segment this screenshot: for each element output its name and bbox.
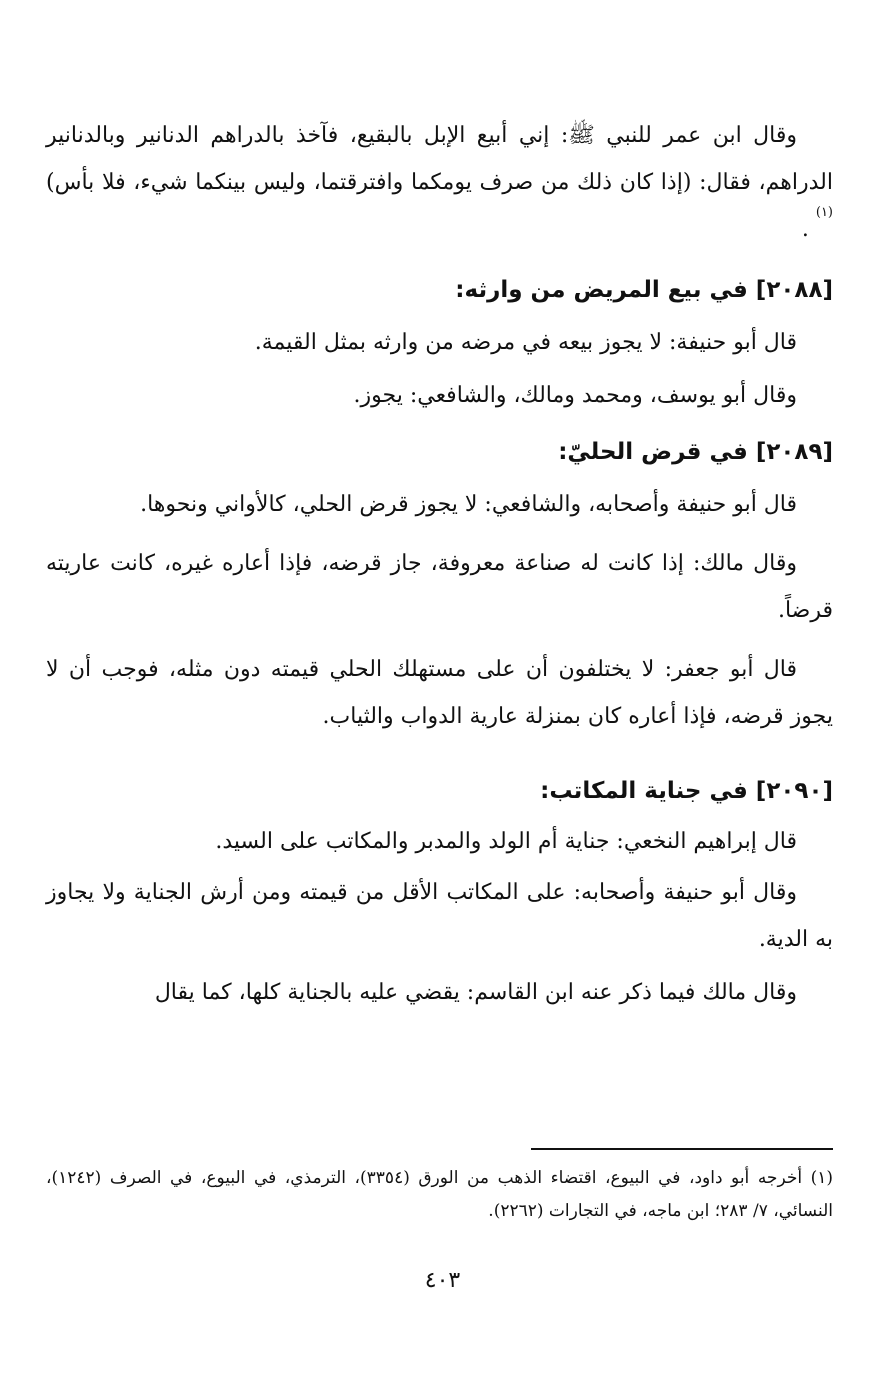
paragraph: قال أبو حنيفة وأصحابه، والشافعي: لا يجوز قرض الحلي، كالأواني ونحوها.	[140, 492, 797, 517]
footnote: (١) أخرجه أبو داود، في البيوع، اقتضاء الذهب من الورق (٣٣٥٤)، الترمذي، في البيوع، في الصرف (١٢٤٢)، النسائي، ٧/ ٢٨٣؛ ابن ماجه، في التجارات (٢٢٦٢).	[46, 1168, 833, 1221]
intro-end: .	[801, 217, 816, 242]
footnote-divider	[531, 1148, 833, 1150]
intro-paragraph	[46, 112, 833, 253]
paragraph: قال أبو حنيفة: لا يجوز بيعه في مرضه من وارثه بمثل القيمة.	[254, 330, 797, 355]
paragraph: وقال أبو حنيفة وأصحابه: على المكاتب الأقل من قيمته ومن أرش الجناية ولا يجاوز به الدية.	[46, 880, 833, 952]
footnote-reference: (١)	[815, 205, 833, 220]
paragraph: قال إبراهيم النخعي: جناية أم الولد والمدبر والمكاتب على السيد.	[215, 829, 797, 854]
paragraph: وقال أبو يوسف، ومحمد ومالك، والشافعي: يجوز.	[353, 383, 797, 408]
paragraph: وقال مالك فيما ذكر عنه ابن القاسم: يقضي عليه بالجناية كلها، كما يقال	[154, 980, 797, 1005]
page-number: ٤٠٣	[424, 1268, 461, 1293]
section-heading-2090: [٢٠٩٠] في جناية المكاتب:	[540, 778, 833, 804]
section-heading-2088: [٢٠٨٨] في بيع المريض من وارثه:	[455, 277, 833, 303]
intro-text: وقال ابن عمر للنبي ﷺ: إني أبيع الإبل بالبقيع، فآخذ بالدراهم الدنانير وبالدنانير الدراهم، فقال: (إذا كان ذلك من صرف يومكما وافترقتما، وليس بينكما شيء، فلا بأس)	[46, 123, 833, 195]
paragraph: قال أبو جعفر: لا يختلفون أن على مستهلك الحلي قيمته دون مثله، فوجب أن لا يجوز قرضه، فإذا أعاره كان بمنزلة عارية الدواب والثياب.	[46, 657, 833, 729]
section-heading-2089: [٢٠٨٩] في قرض الحليّ:	[558, 439, 833, 465]
paragraph: وقال مالك: إذا كانت له صناعة معروفة، جاز قرضه، فإذا أعاره غيره، كانت عاريته قرضاً.	[46, 551, 833, 623]
